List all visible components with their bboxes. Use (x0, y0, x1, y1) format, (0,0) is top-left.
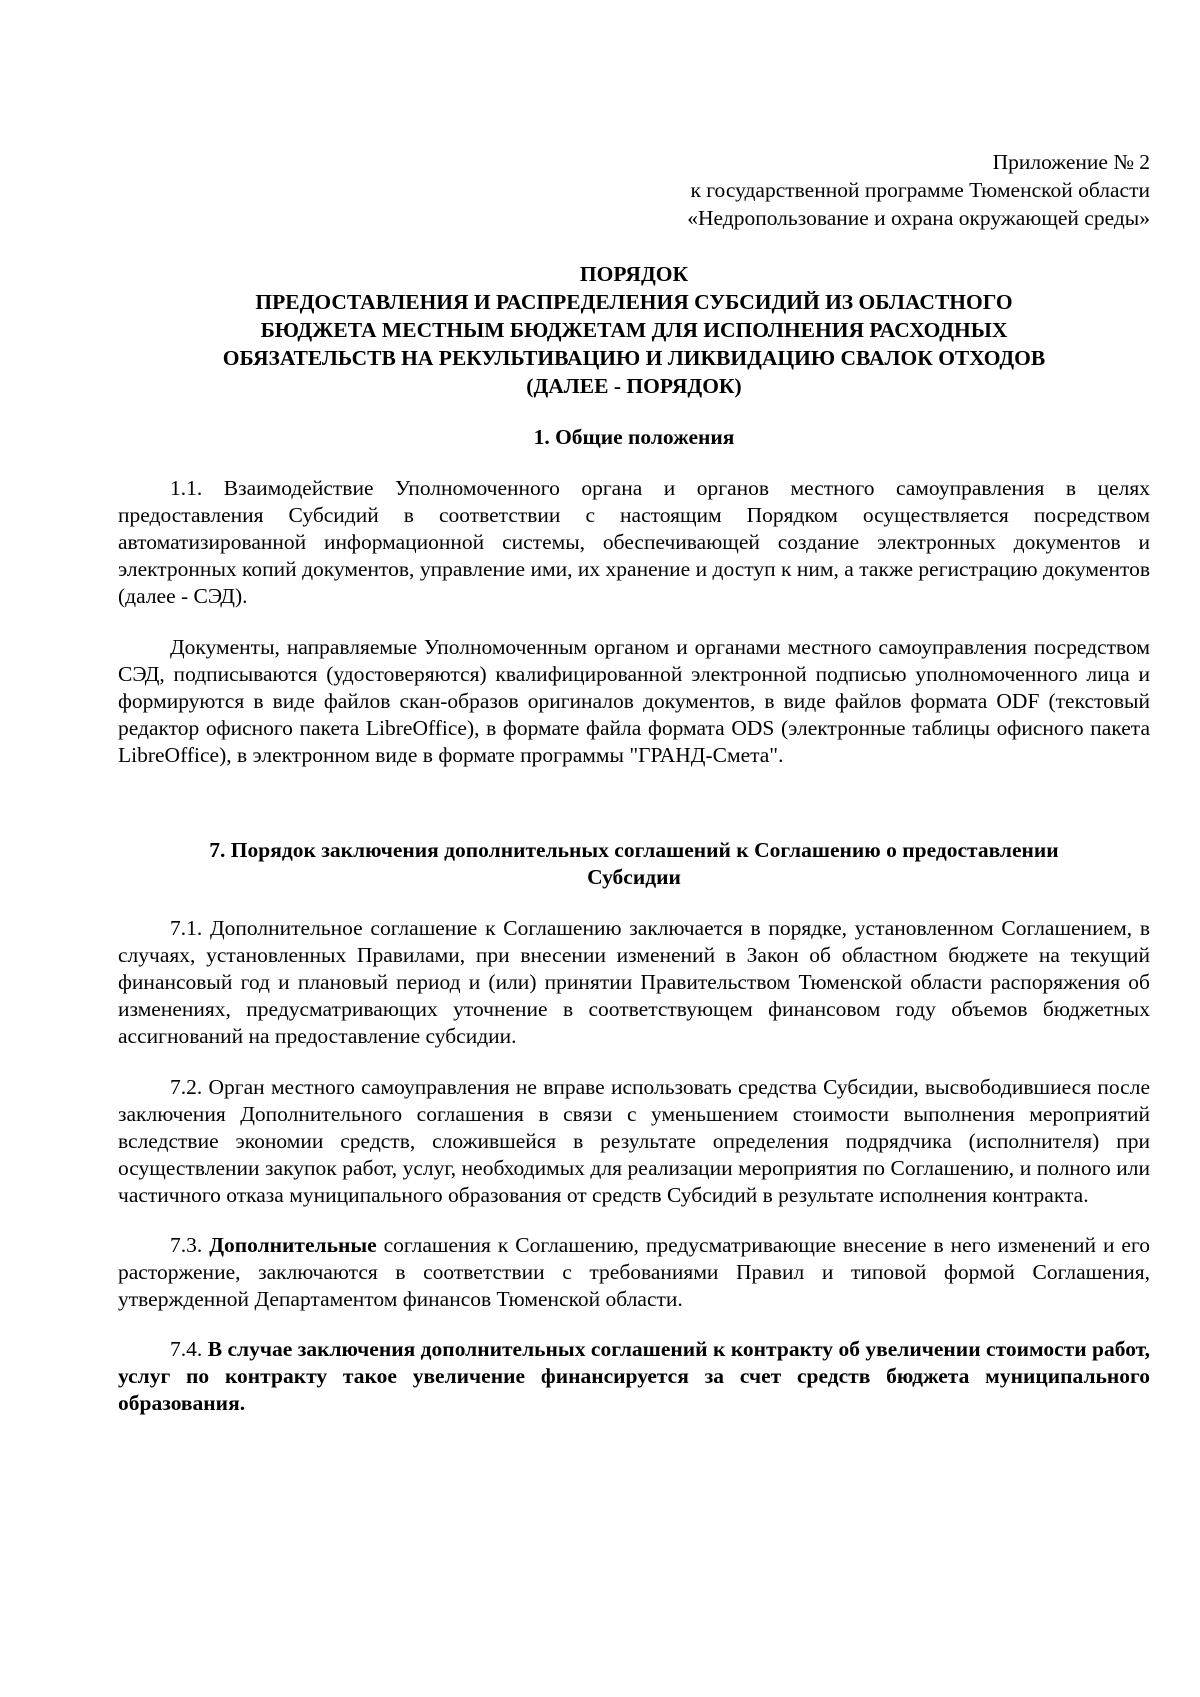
paragraph-7-4 (118, 1336, 1150, 1417)
appendix-number: Приложение № 2 (992, 150, 1150, 174)
title-line-3: БЮДЖЕТА МЕСТНЫМ БЮДЖЕТАМ ДЛЯ ИСПОЛНЕНИЯ РАСХОДНЫХ (260, 318, 1008, 342)
section-7-heading-line-2: Субсидии (587, 865, 681, 889)
title-line-5: (ДАЛЕЕ - ПОРЯДОК) (526, 374, 742, 398)
paragraph-7-4-bold: В случае заключения дополнительных соглашений к контракту об увеличении стоимости работ, услуг по контракту такое увеличение финансируется за счет средств бюджета муниципального образования. (118, 1337, 1150, 1415)
paragraph-1-1: 1.1. Взаимодействие Уполномоченного органа и органов местного самоуправления в целях предоставления Субсидий в соответствии с настоящим Порядком осуществляется посредством автоматизированной информационной системы, обеспечивающей создание электронных документов и электронных копий документов, управление ими, их хранение и доступ к ним, а также регистрацию документов (далее - СЭД). (118, 476, 1150, 608)
paragraph-7-4-number: 7.4. (170, 1337, 208, 1361)
appendix-program: к государственной программе Тюменской области (690, 178, 1150, 202)
title-line-4: ОБЯЗАТЕЛЬСТВ НА РЕКУЛЬТИВАЦИЮ И ЛИКВИДАЦИЮ СВАЛОК ОТХОДОВ (222, 346, 1046, 370)
paragraph-7-3-bold: Дополнительные (209, 1233, 377, 1257)
paragraph-7-3 (118, 1232, 1150, 1313)
section-7-heading-line-1: 7. Порядок заключения дополнительных соглашений к Соглашению о предоставлении (209, 838, 1059, 862)
paragraph-7-3-text: соглашения к Соглашению, предусматривающие внесение в него изменений и его расторжение, заключаются в соответствии с требованиями Правил и типовой формой Соглашения, утвержденной Департаментом финансов Тюменской области. (118, 1233, 1151, 1311)
title-line-2: ПРЕДОСТАВЛЕНИЯ И РАСПРЕДЕЛЕНИЯ СУБСИДИЙ ИЗ ОБЛАСТНОГО (255, 290, 1013, 314)
document-title (118, 260, 1150, 400)
paragraph-7-2: 7.2. Орган местного самоуправления не вправе использовать средства Субсидии, высвободившиеся после заключения Дополнительного соглашения в связи с уменьшением стоимости выполнения мероприятий вследствие экономии средств, сложившейся в результате определения подрядчика (исполнителя) при осуществлении закупок работ, услуг, необходимых для реализации мероприятия по Соглашению, и полного или частичного отказа муниципального образования от средств Субсидий в результате исполнения контракта. (118, 1075, 1150, 1207)
section-7-heading (118, 837, 1150, 891)
document-page (118, 148, 1150, 1417)
appendix-program-name: «Недропользование и охрана окружающей среды» (687, 206, 1150, 230)
paragraph-7-1: 7.1. Дополнительное соглашение к Соглашению заключается в порядке, установленном Соглашением, в случаях, установленных Правилами, при внесении изменений в Закон об областном бюджете на текущий финансовый год и плановый период и (или) принятии Правительством Тюменской области распоряжения об изменениях, предусматривающих уточнение в соответствующем финансовом году объемов бюджетных ассигнований на предоставление субсидии. (118, 916, 1150, 1048)
paragraph-1-1-documents: Документы, направляемые Уполномоченным органом и органами местного самоуправления посредством СЭД, подписываются (удостоверяются) квалифицированной электронной подписью уполномоченного лица и формируются в виде файлов скан-образов оригиналов документов, в виде файлов формата ODF (текстовый редактор офисного пакета LibreOffice), в формате файла формата ODS (электронные таблицы офисного пакета LibreOffice), в электронном виде в формате программы "ГРАНД-Смета". (118, 635, 1150, 767)
title-line-1: ПОРЯДОК (579, 262, 689, 286)
paragraph-7-3-number: 7.3. (170, 1233, 210, 1257)
section-1-heading: 1. Общие положения (533, 425, 735, 449)
appendix-header (118, 148, 1150, 232)
